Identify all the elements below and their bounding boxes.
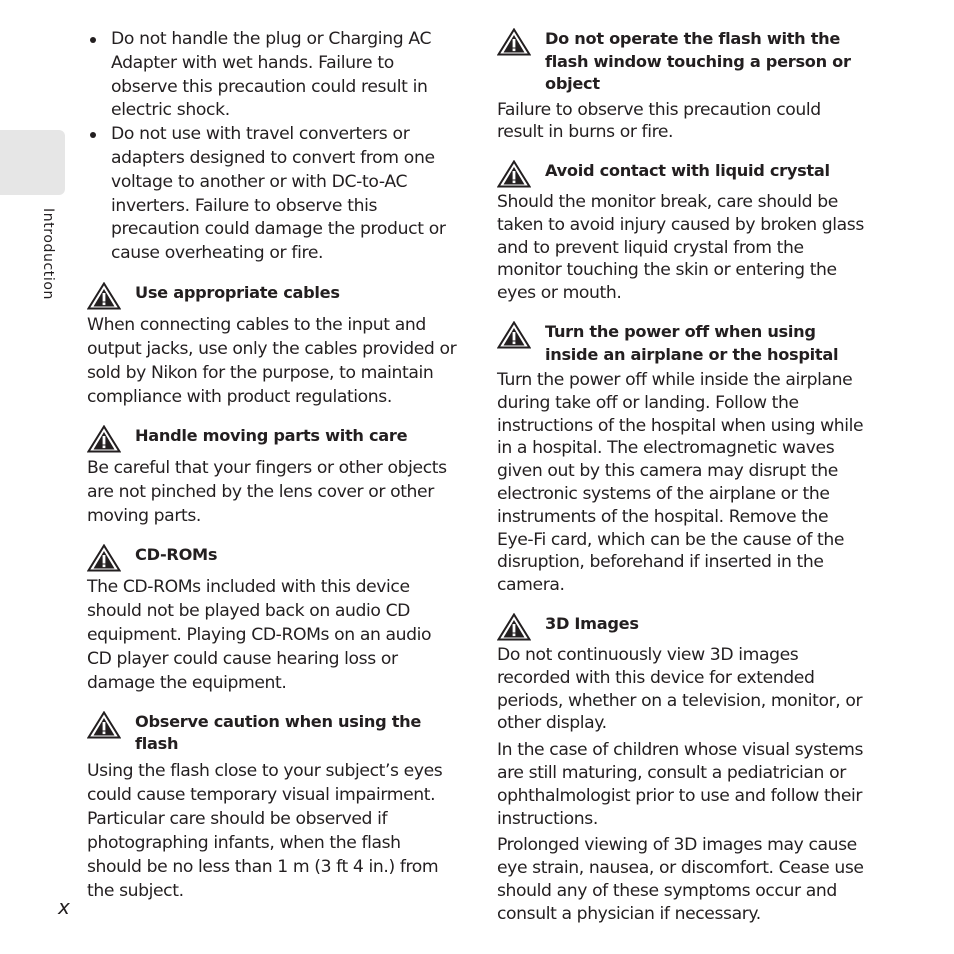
section-heading: [87, 544, 457, 572]
section-paragraph: Failure to observe this precaution could result in burns or fire.: [497, 99, 821, 143]
section-heading-text: Do not operate the flash with the flash window touching a person or object: [545, 29, 851, 93]
section-paragraph: In the case of children whose visual systems are still maturing, consult a pediatrician or ophthalmologist prior to use and follow their instructions.: [497, 740, 864, 829]
warning-triangle-icon: [497, 160, 531, 188]
page-number: x: [58, 895, 70, 919]
section-paragraph: Should the monitor break, care should be taken to avoid injury caused by broken glass and to prevent liquid crystal from the monitor touching the skin or entering the eyes or mouth.: [497, 192, 864, 304]
bullet-list: [87, 28, 457, 266]
section-heading-text: 3D Images: [545, 614, 639, 634]
section-use-appropriate-cables: [87, 282, 457, 409]
section-heading-text: Use appropriate cables: [135, 282, 340, 302]
section-paragraph: The CD-ROMs included with this device should not be played back on audio CD equipment. Playing CD-ROMs on an audio CD player could cause hearing loss or damage the equipment.: [87, 576, 432, 693]
section-paragraph: Do not continuously view 3D images recorded with this device for extended periods, whether on a television, monitor, or other display.: [497, 645, 863, 734]
section-paragraph: Using the flash close to your subject’s eyes could cause temporary visual impairment. Particular care should be observed if photographing infants, when the flash should be no less than 1 m (3 ft 4 in.) from the subject.: [87, 760, 443, 901]
chapter-label: Introduction: [40, 208, 56, 300]
left-column: [87, 28, 457, 907]
section-heading-text: Turn the power off when using inside an airplane or the hospital: [545, 322, 839, 364]
section-liquid-crystal: [497, 160, 867, 305]
bullet-item: Do not handle the plug or Charging AC Adapter with wet hands. Failure to observe this precaution could result in electric shock.: [87, 28, 457, 123]
warning-triangle-icon: [87, 425, 121, 453]
section-heading: [87, 425, 457, 453]
section-paragraph: Be careful that your fingers or other objects are not pinched by the lens cover or other moving parts.: [87, 457, 447, 526]
section-heading: [497, 160, 867, 188]
section-heading: [87, 711, 457, 756]
bullet-item: Do not use with travel converters or adapters designed to convert from one voltage to another or with DC-to-AC inverters. Failure to observe this precaution could damage the product or cause overheating or fire.: [87, 123, 457, 266]
section-paragraph: Turn the power off while inside the airplane during take off or landing. Follow the instructions of the hospital when using while in a hospital. The electromagnetic waves given out by this camera may disrupt the electronic systems of the airplane or the instruments of the hospital. Remove the Eye-Fi card, which can be the cause of the disruption, beforehand if inserted in the camera.: [497, 370, 864, 596]
section-heading-text: Observe caution when using the flash: [135, 711, 422, 754]
section-heading: [497, 28, 867, 96]
section-flash-caution: [87, 711, 457, 903]
right-column: [497, 28, 867, 930]
section-cd-roms: [87, 544, 457, 695]
warning-triangle-icon: [87, 544, 121, 572]
section-handle-moving-parts: [87, 425, 457, 528]
chapter-tab: [0, 130, 65, 195]
section-heading-text: CD-ROMs: [135, 544, 218, 564]
section-airplane-hospital: [497, 321, 867, 597]
warning-triangle-icon: [497, 613, 531, 641]
section-flash-window: [497, 28, 867, 144]
section-paragraph: When connecting cables to the input and output jacks, use only the cables provided or sold by Nikon for the purpose, to maintain compliance with product regulations.: [87, 314, 457, 407]
warning-triangle-icon: [497, 321, 531, 349]
section-3d-images: [497, 613, 867, 926]
section-heading-text: Avoid contact with liquid crystal: [545, 161, 830, 181]
section-heading: [497, 321, 867, 366]
section-heading-text: Handle moving parts with care: [135, 425, 408, 445]
warning-triangle-icon: [497, 28, 531, 56]
warning-triangle-icon: [87, 282, 121, 310]
section-paragraph: Prolonged viewing of 3D images may cause eye strain, nausea, or discomfort. Cease use should any of these symptoms occur and consult a physician if necessary.: [497, 835, 864, 924]
section-heading: [87, 282, 457, 310]
section-heading: [497, 613, 867, 641]
warning-triangle-icon: [87, 711, 121, 739]
